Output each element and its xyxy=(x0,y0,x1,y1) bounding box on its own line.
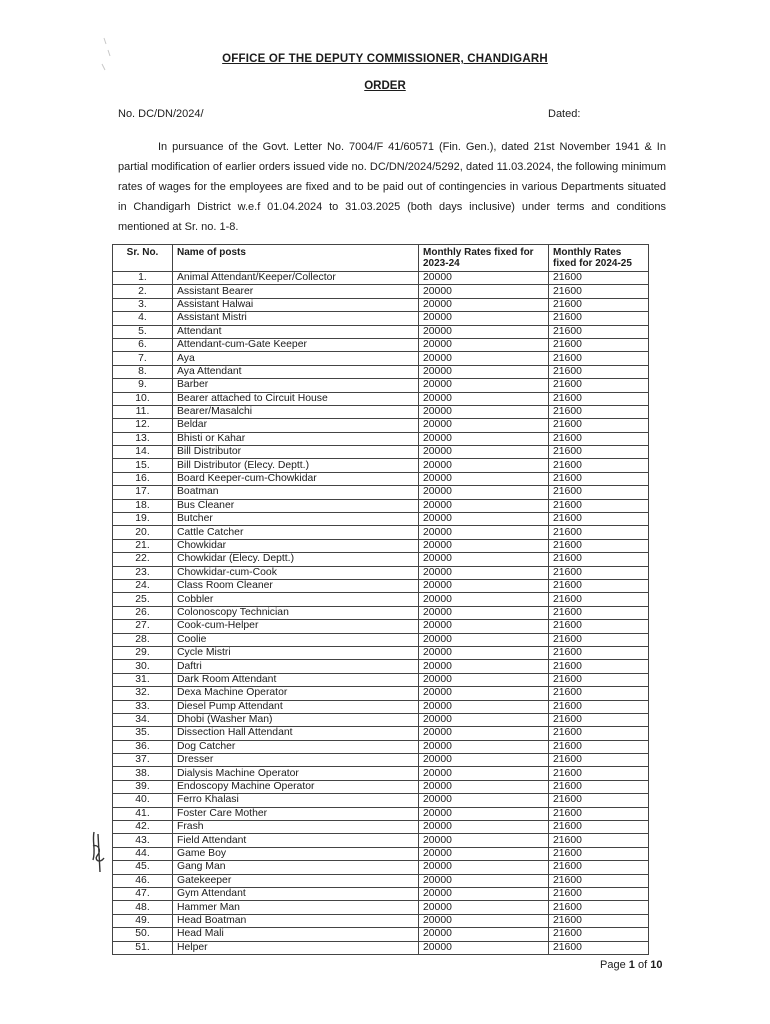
table-row xyxy=(113,740,649,753)
cell-sr-no: 51. xyxy=(113,941,173,954)
cell-post-name: Assistant Bearer xyxy=(173,285,419,298)
cell-rate-2023-24: 20000 xyxy=(419,687,549,700)
table-row xyxy=(113,579,649,592)
table-row xyxy=(113,754,649,767)
cell-rate-2024-25: 21600 xyxy=(549,392,649,405)
cell-post-name: Helper xyxy=(173,941,419,954)
cell-sr-no: 5. xyxy=(113,325,173,338)
cell-sr-no: 22. xyxy=(113,553,173,566)
cell-post-name: Barber xyxy=(173,379,419,392)
cell-rate-2023-24: 20000 xyxy=(419,405,549,418)
cell-post-name: Head Mali xyxy=(173,928,419,941)
cell-rate-2023-24: 20000 xyxy=(419,338,549,351)
cell-sr-no: 32. xyxy=(113,687,173,700)
cell-sr-no: 2. xyxy=(113,285,173,298)
cell-rate-2023-24: 20000 xyxy=(419,566,549,579)
table-row xyxy=(113,338,649,351)
table-row xyxy=(113,807,649,820)
table-row xyxy=(113,566,649,579)
cell-rate-2024-25: 21600 xyxy=(549,405,649,418)
cell-sr-no: 3. xyxy=(113,298,173,311)
cell-rate-2024-25: 21600 xyxy=(549,754,649,767)
cell-rate-2024-25: 21600 xyxy=(549,579,649,592)
cell-sr-no: 23. xyxy=(113,566,173,579)
cell-rate-2023-24: 20000 xyxy=(419,379,549,392)
table-row xyxy=(113,446,649,459)
table-row xyxy=(113,352,649,365)
table-row xyxy=(113,486,649,499)
cell-rate-2024-25: 21600 xyxy=(549,633,649,646)
cell-rate-2024-25: 21600 xyxy=(549,312,649,325)
table-row xyxy=(113,660,649,673)
cell-rate-2023-24: 20000 xyxy=(419,365,549,378)
cell-sr-no: 43. xyxy=(113,834,173,847)
table-row xyxy=(113,312,649,325)
table-row xyxy=(113,499,649,512)
cell-rate-2023-24: 20000 xyxy=(419,513,549,526)
cell-rate-2023-24: 20000 xyxy=(419,526,549,539)
cell-sr-no: 25. xyxy=(113,593,173,606)
table-row xyxy=(113,513,649,526)
cell-post-name: Dhobi (Washer Man) xyxy=(173,713,419,726)
cell-rate-2023-24: 20000 xyxy=(419,553,549,566)
table-row xyxy=(113,593,649,606)
cell-rate-2024-25: 21600 xyxy=(549,499,649,512)
cell-post-name: Coolie xyxy=(173,633,419,646)
cell-post-name: Chowkidar xyxy=(173,539,419,552)
cell-rate-2024-25: 21600 xyxy=(549,646,649,659)
cell-rate-2023-24: 20000 xyxy=(419,499,549,512)
cell-rate-2024-25: 21600 xyxy=(549,874,649,887)
cell-sr-no: 1. xyxy=(113,272,173,285)
cell-rate-2024-25: 21600 xyxy=(549,901,649,914)
table-row xyxy=(113,727,649,740)
cell-sr-no: 29. xyxy=(113,646,173,659)
cell-rate-2024-25: 21600 xyxy=(549,834,649,847)
cell-rate-2023-24: 20000 xyxy=(419,740,549,753)
cell-rate-2023-24: 20000 xyxy=(419,780,549,793)
cell-sr-no: 41. xyxy=(113,807,173,820)
cell-rate-2024-25: 21600 xyxy=(549,780,649,793)
cell-post-name: Beldar xyxy=(173,419,419,432)
cell-sr-no: 24. xyxy=(113,579,173,592)
cell-rate-2024-25: 21600 xyxy=(549,285,649,298)
table-row xyxy=(113,713,649,726)
cell-sr-no: 14. xyxy=(113,446,173,459)
cell-rate-2023-24: 20000 xyxy=(419,941,549,954)
cell-rate-2024-25: 21600 xyxy=(549,673,649,686)
cell-rate-2024-25: 21600 xyxy=(549,847,649,860)
cell-rate-2024-25: 21600 xyxy=(549,486,649,499)
table-row xyxy=(113,874,649,887)
table-header-row xyxy=(113,245,649,272)
cell-rate-2023-24: 20000 xyxy=(419,767,549,780)
cell-post-name: Dialysis Machine Operator xyxy=(173,767,419,780)
cell-rate-2024-25: 21600 xyxy=(549,446,649,459)
cell-post-name: Foster Care Mother xyxy=(173,807,419,820)
cell-rate-2023-24: 20000 xyxy=(419,486,549,499)
cell-post-name: Cycle Mistri xyxy=(173,646,419,659)
order-paragraph: In pursuance of the Govt. Letter No. 7004/F 41/60571 (Fin. Gen.), dated 21st November 1941 & In partial modification of earlier orders issued vide no. DC/DN/2024/5292, dated 11.03.2024, the following minimum rates of wages for the employees are fixed and to be paid out of contingencies in various Departments situated in Chandigarh District w.e.f 01.04.2024 to 31.03.2025 (both days inclusive) under terms and conditions mentioned at Sr. no. 1-8. xyxy=(118,141,666,233)
cell-sr-no: 50. xyxy=(113,928,173,941)
table-row xyxy=(113,887,649,900)
cell-post-name: Attendant-cum-Gate Keeper xyxy=(173,338,419,351)
table-row xyxy=(113,472,649,485)
cell-rate-2023-24: 20000 xyxy=(419,579,549,592)
cell-rate-2024-25: 21600 xyxy=(549,767,649,780)
page-of: of xyxy=(637,959,648,971)
cell-sr-no: 26. xyxy=(113,606,173,619)
cell-post-name: Game Boy xyxy=(173,847,419,860)
cell-post-name: Dog Catcher xyxy=(173,740,419,753)
cell-post-name: Bus Cleaner xyxy=(173,499,419,512)
table-row xyxy=(113,861,649,874)
cell-rate-2023-24: 20000 xyxy=(419,874,549,887)
cell-rate-2024-25: 21600 xyxy=(549,472,649,485)
cell-sr-no: 31. xyxy=(113,673,173,686)
table-row xyxy=(113,794,649,807)
cell-rate-2023-24: 20000 xyxy=(419,847,549,860)
cell-sr-no: 9. xyxy=(113,379,173,392)
cell-post-name: Butcher xyxy=(173,513,419,526)
cell-rate-2023-24: 20000 xyxy=(419,432,549,445)
cell-post-name: Bearer attached to Circuit House xyxy=(173,392,419,405)
cell-post-name: Dissection Hall Attendant xyxy=(173,727,419,740)
cell-rate-2023-24: 20000 xyxy=(419,887,549,900)
table-row xyxy=(113,914,649,927)
header-rates-2023-24: Monthly Rates fixed for 2023-24 xyxy=(419,245,549,272)
cell-sr-no: 8. xyxy=(113,365,173,378)
table-row xyxy=(113,526,649,539)
cell-rate-2024-25: 21600 xyxy=(549,928,649,941)
cell-post-name: Head Boatman xyxy=(173,914,419,927)
cell-sr-no: 36. xyxy=(113,740,173,753)
cell-rate-2024-25: 21600 xyxy=(549,727,649,740)
cell-rate-2024-25: 21600 xyxy=(549,794,649,807)
cell-post-name: Gym Attendant xyxy=(173,887,419,900)
cell-rate-2024-25: 21600 xyxy=(549,325,649,338)
cell-post-name: Cobbler xyxy=(173,593,419,606)
cell-sr-no: 49. xyxy=(113,914,173,927)
cell-rate-2023-24: 20000 xyxy=(419,821,549,834)
table-row xyxy=(113,687,649,700)
cell-rate-2024-25: 21600 xyxy=(549,606,649,619)
cell-rate-2023-24: 20000 xyxy=(419,620,549,633)
page-current: 1 xyxy=(628,959,635,971)
cell-post-name: Dexa Machine Operator xyxy=(173,687,419,700)
table-row xyxy=(113,432,649,445)
cell-rate-2024-25: 21600 xyxy=(549,272,649,285)
cell-rate-2023-24: 20000 xyxy=(419,459,549,472)
table-row xyxy=(113,700,649,713)
cell-post-name: Aya xyxy=(173,352,419,365)
cell-sr-no: 16. xyxy=(113,472,173,485)
table-row xyxy=(113,392,649,405)
cell-sr-no: 44. xyxy=(113,847,173,860)
cell-rate-2024-25: 21600 xyxy=(549,432,649,445)
cell-rate-2024-25: 21600 xyxy=(549,365,649,378)
cell-rate-2024-25: 21600 xyxy=(549,740,649,753)
cell-rate-2023-24: 20000 xyxy=(419,272,549,285)
cell-post-name: Frash xyxy=(173,821,419,834)
cell-rate-2023-24: 20000 xyxy=(419,593,549,606)
table-row xyxy=(113,673,649,686)
table-row xyxy=(113,780,649,793)
cell-post-name: Cook-cum-Helper xyxy=(173,620,419,633)
cell-sr-no: 13. xyxy=(113,432,173,445)
cell-post-name: Chowkidar-cum-Cook xyxy=(173,566,419,579)
table-row xyxy=(113,539,649,552)
header-sr-no: Sr. No. xyxy=(113,245,173,272)
cell-rate-2023-24: 20000 xyxy=(419,673,549,686)
cell-sr-no: 10. xyxy=(113,392,173,405)
table-row xyxy=(113,285,649,298)
cell-rate-2024-25: 21600 xyxy=(549,338,649,351)
cell-rate-2024-25: 21600 xyxy=(549,807,649,820)
cell-sr-no: 4. xyxy=(113,312,173,325)
cell-post-name: Attendant xyxy=(173,325,419,338)
cell-sr-no: 37. xyxy=(113,754,173,767)
cell-rate-2023-24: 20000 xyxy=(419,606,549,619)
table-row xyxy=(113,606,649,619)
cell-rate-2024-25: 21600 xyxy=(549,526,649,539)
table-body xyxy=(113,272,649,955)
cell-post-name: Animal Attendant/Keeper/Collector xyxy=(173,272,419,285)
cell-rate-2023-24: 20000 xyxy=(419,928,549,941)
office-heading: OFFICE OF THE DEPUTY COMMISSIONER, CHANDIGARH xyxy=(222,53,548,65)
cell-post-name: Endoscopy Machine Operator xyxy=(173,780,419,793)
cell-post-name: Aya Attendant xyxy=(173,365,419,378)
cell-post-name: Class Room Cleaner xyxy=(173,579,419,592)
cell-sr-no: 30. xyxy=(113,660,173,673)
page-prefix: Page xyxy=(600,959,626,971)
header-rates-2024-25: Monthly Rates fixed for 2024-25 xyxy=(549,245,649,272)
table-row xyxy=(113,928,649,941)
cell-post-name: Dark Room Attendant xyxy=(173,673,419,686)
cell-post-name: Field Attendant xyxy=(173,834,419,847)
cell-sr-no: 18. xyxy=(113,499,173,512)
cell-sr-no: 46. xyxy=(113,874,173,887)
cell-post-name: Colonoscopy Technician xyxy=(173,606,419,619)
signature-mark-icon xyxy=(88,828,112,876)
cell-rate-2023-24: 20000 xyxy=(419,312,549,325)
cell-post-name: Hammer Man xyxy=(173,901,419,914)
cell-rate-2023-24: 20000 xyxy=(419,352,549,365)
cell-rate-2023-24: 20000 xyxy=(419,794,549,807)
table-row xyxy=(113,834,649,847)
table-row xyxy=(113,298,649,311)
cell-rate-2023-24: 20000 xyxy=(419,298,549,311)
table-row xyxy=(113,821,649,834)
cell-sr-no: 12. xyxy=(113,419,173,432)
cell-post-name: Board Keeper-cum-Chowkidar xyxy=(173,472,419,485)
page-footer xyxy=(600,959,662,971)
reference-number: No. DC/DN/2024/ xyxy=(118,108,204,120)
cell-rate-2024-25: 21600 xyxy=(549,620,649,633)
cell-rate-2023-24: 20000 xyxy=(419,392,549,405)
cell-sr-no: 27. xyxy=(113,620,173,633)
cell-rate-2023-24: 20000 xyxy=(419,285,549,298)
cell-post-name: Ferro Khalasi xyxy=(173,794,419,807)
cell-rate-2024-25: 21600 xyxy=(549,352,649,365)
cell-rate-2023-24: 20000 xyxy=(419,901,549,914)
cell-post-name: Cattle Catcher xyxy=(173,526,419,539)
cell-rate-2023-24: 20000 xyxy=(419,861,549,874)
cell-sr-no: 48. xyxy=(113,901,173,914)
cell-rate-2023-24: 20000 xyxy=(419,633,549,646)
cell-rate-2024-25: 21600 xyxy=(549,914,649,927)
table-row xyxy=(113,901,649,914)
cell-sr-no: 17. xyxy=(113,486,173,499)
cell-rate-2023-24: 20000 xyxy=(419,754,549,767)
cell-rate-2024-25: 21600 xyxy=(549,821,649,834)
cell-rate-2024-25: 21600 xyxy=(549,539,649,552)
cell-post-name: Bearer/Masalchi xyxy=(173,405,419,418)
cell-post-name: Chowkidar (Elecy. Deptt.) xyxy=(173,553,419,566)
cell-sr-no: 33. xyxy=(113,700,173,713)
cell-rate-2024-25: 21600 xyxy=(549,713,649,726)
cell-rate-2023-24: 20000 xyxy=(419,472,549,485)
cell-post-name: Boatman xyxy=(173,486,419,499)
table-row xyxy=(113,325,649,338)
table-row xyxy=(113,620,649,633)
table-row xyxy=(113,379,649,392)
cell-rate-2024-25: 21600 xyxy=(549,941,649,954)
cell-rate-2024-25: 21600 xyxy=(549,593,649,606)
cell-rate-2024-25: 21600 xyxy=(549,379,649,392)
cell-rate-2023-24: 20000 xyxy=(419,914,549,927)
cell-post-name: Bhisti or Kahar xyxy=(173,432,419,445)
cell-sr-no: 6. xyxy=(113,338,173,351)
table-row xyxy=(113,646,649,659)
cell-rate-2024-25: 21600 xyxy=(549,513,649,526)
table-row xyxy=(113,419,649,432)
cell-rate-2024-25: 21600 xyxy=(549,419,649,432)
table-row xyxy=(113,272,649,285)
table-row xyxy=(113,941,649,954)
cell-rate-2024-25: 21600 xyxy=(549,298,649,311)
cell-rate-2023-24: 20000 xyxy=(419,419,549,432)
cell-sr-no: 40. xyxy=(113,794,173,807)
cell-sr-no: 45. xyxy=(113,861,173,874)
cell-rate-2023-24: 20000 xyxy=(419,660,549,673)
dated-label: Dated: xyxy=(548,108,581,120)
table-row xyxy=(113,365,649,378)
cell-sr-no: 15. xyxy=(113,459,173,472)
cell-post-name: Daftri xyxy=(173,660,419,673)
cell-rate-2023-24: 20000 xyxy=(419,446,549,459)
cell-rate-2023-24: 20000 xyxy=(419,807,549,820)
cell-sr-no: 39. xyxy=(113,780,173,793)
cell-rate-2024-25: 21600 xyxy=(549,700,649,713)
cell-sr-no: 47. xyxy=(113,887,173,900)
cell-sr-no: 38. xyxy=(113,767,173,780)
cell-rate-2023-24: 20000 xyxy=(419,834,549,847)
cell-rate-2024-25: 21600 xyxy=(549,887,649,900)
order-heading: ORDER xyxy=(364,80,406,92)
wage-rates-table xyxy=(112,244,649,955)
cell-post-name: Gang Man xyxy=(173,861,419,874)
table-row xyxy=(113,847,649,860)
cell-rate-2023-24: 20000 xyxy=(419,539,549,552)
cell-rate-2023-24: 20000 xyxy=(419,646,549,659)
table-row xyxy=(113,405,649,418)
cell-rate-2024-25: 21600 xyxy=(549,687,649,700)
table-row xyxy=(113,633,649,646)
cell-rate-2024-25: 21600 xyxy=(549,566,649,579)
cell-sr-no: 34. xyxy=(113,713,173,726)
cell-post-name: Bill Distributor xyxy=(173,446,419,459)
cell-sr-no: 42. xyxy=(113,821,173,834)
header-name-of-posts: Name of posts xyxy=(173,245,419,272)
cell-sr-no: 11. xyxy=(113,405,173,418)
cell-post-name: Dresser xyxy=(173,754,419,767)
cell-rate-2024-25: 21600 xyxy=(549,459,649,472)
cell-post-name: Diesel Pump Attendant xyxy=(173,700,419,713)
page-total: 10 xyxy=(650,959,663,971)
cell-sr-no: 20. xyxy=(113,526,173,539)
table-row xyxy=(113,459,649,472)
cell-post-name: Bill Distributor (Elecy. Deptt.) xyxy=(173,459,419,472)
cell-post-name: Assistant Halwai xyxy=(173,298,419,311)
cell-post-name: Assistant Mistri xyxy=(173,312,419,325)
cell-rate-2023-24: 20000 xyxy=(419,727,549,740)
cell-rate-2023-24: 20000 xyxy=(419,700,549,713)
cell-rate-2023-24: 20000 xyxy=(419,713,549,726)
cell-rate-2024-25: 21600 xyxy=(549,553,649,566)
table-row xyxy=(113,553,649,566)
table-row xyxy=(113,767,649,780)
cell-sr-no: 7. xyxy=(113,352,173,365)
cell-rate-2023-24: 20000 xyxy=(419,325,549,338)
cell-rate-2024-25: 21600 xyxy=(549,861,649,874)
cell-rate-2024-25: 21600 xyxy=(549,660,649,673)
cell-sr-no: 19. xyxy=(113,513,173,526)
cell-sr-no: 35. xyxy=(113,727,173,740)
cell-sr-no: 28. xyxy=(113,633,173,646)
cell-post-name: Gatekeeper xyxy=(173,874,419,887)
cell-sr-no: 21. xyxy=(113,539,173,552)
